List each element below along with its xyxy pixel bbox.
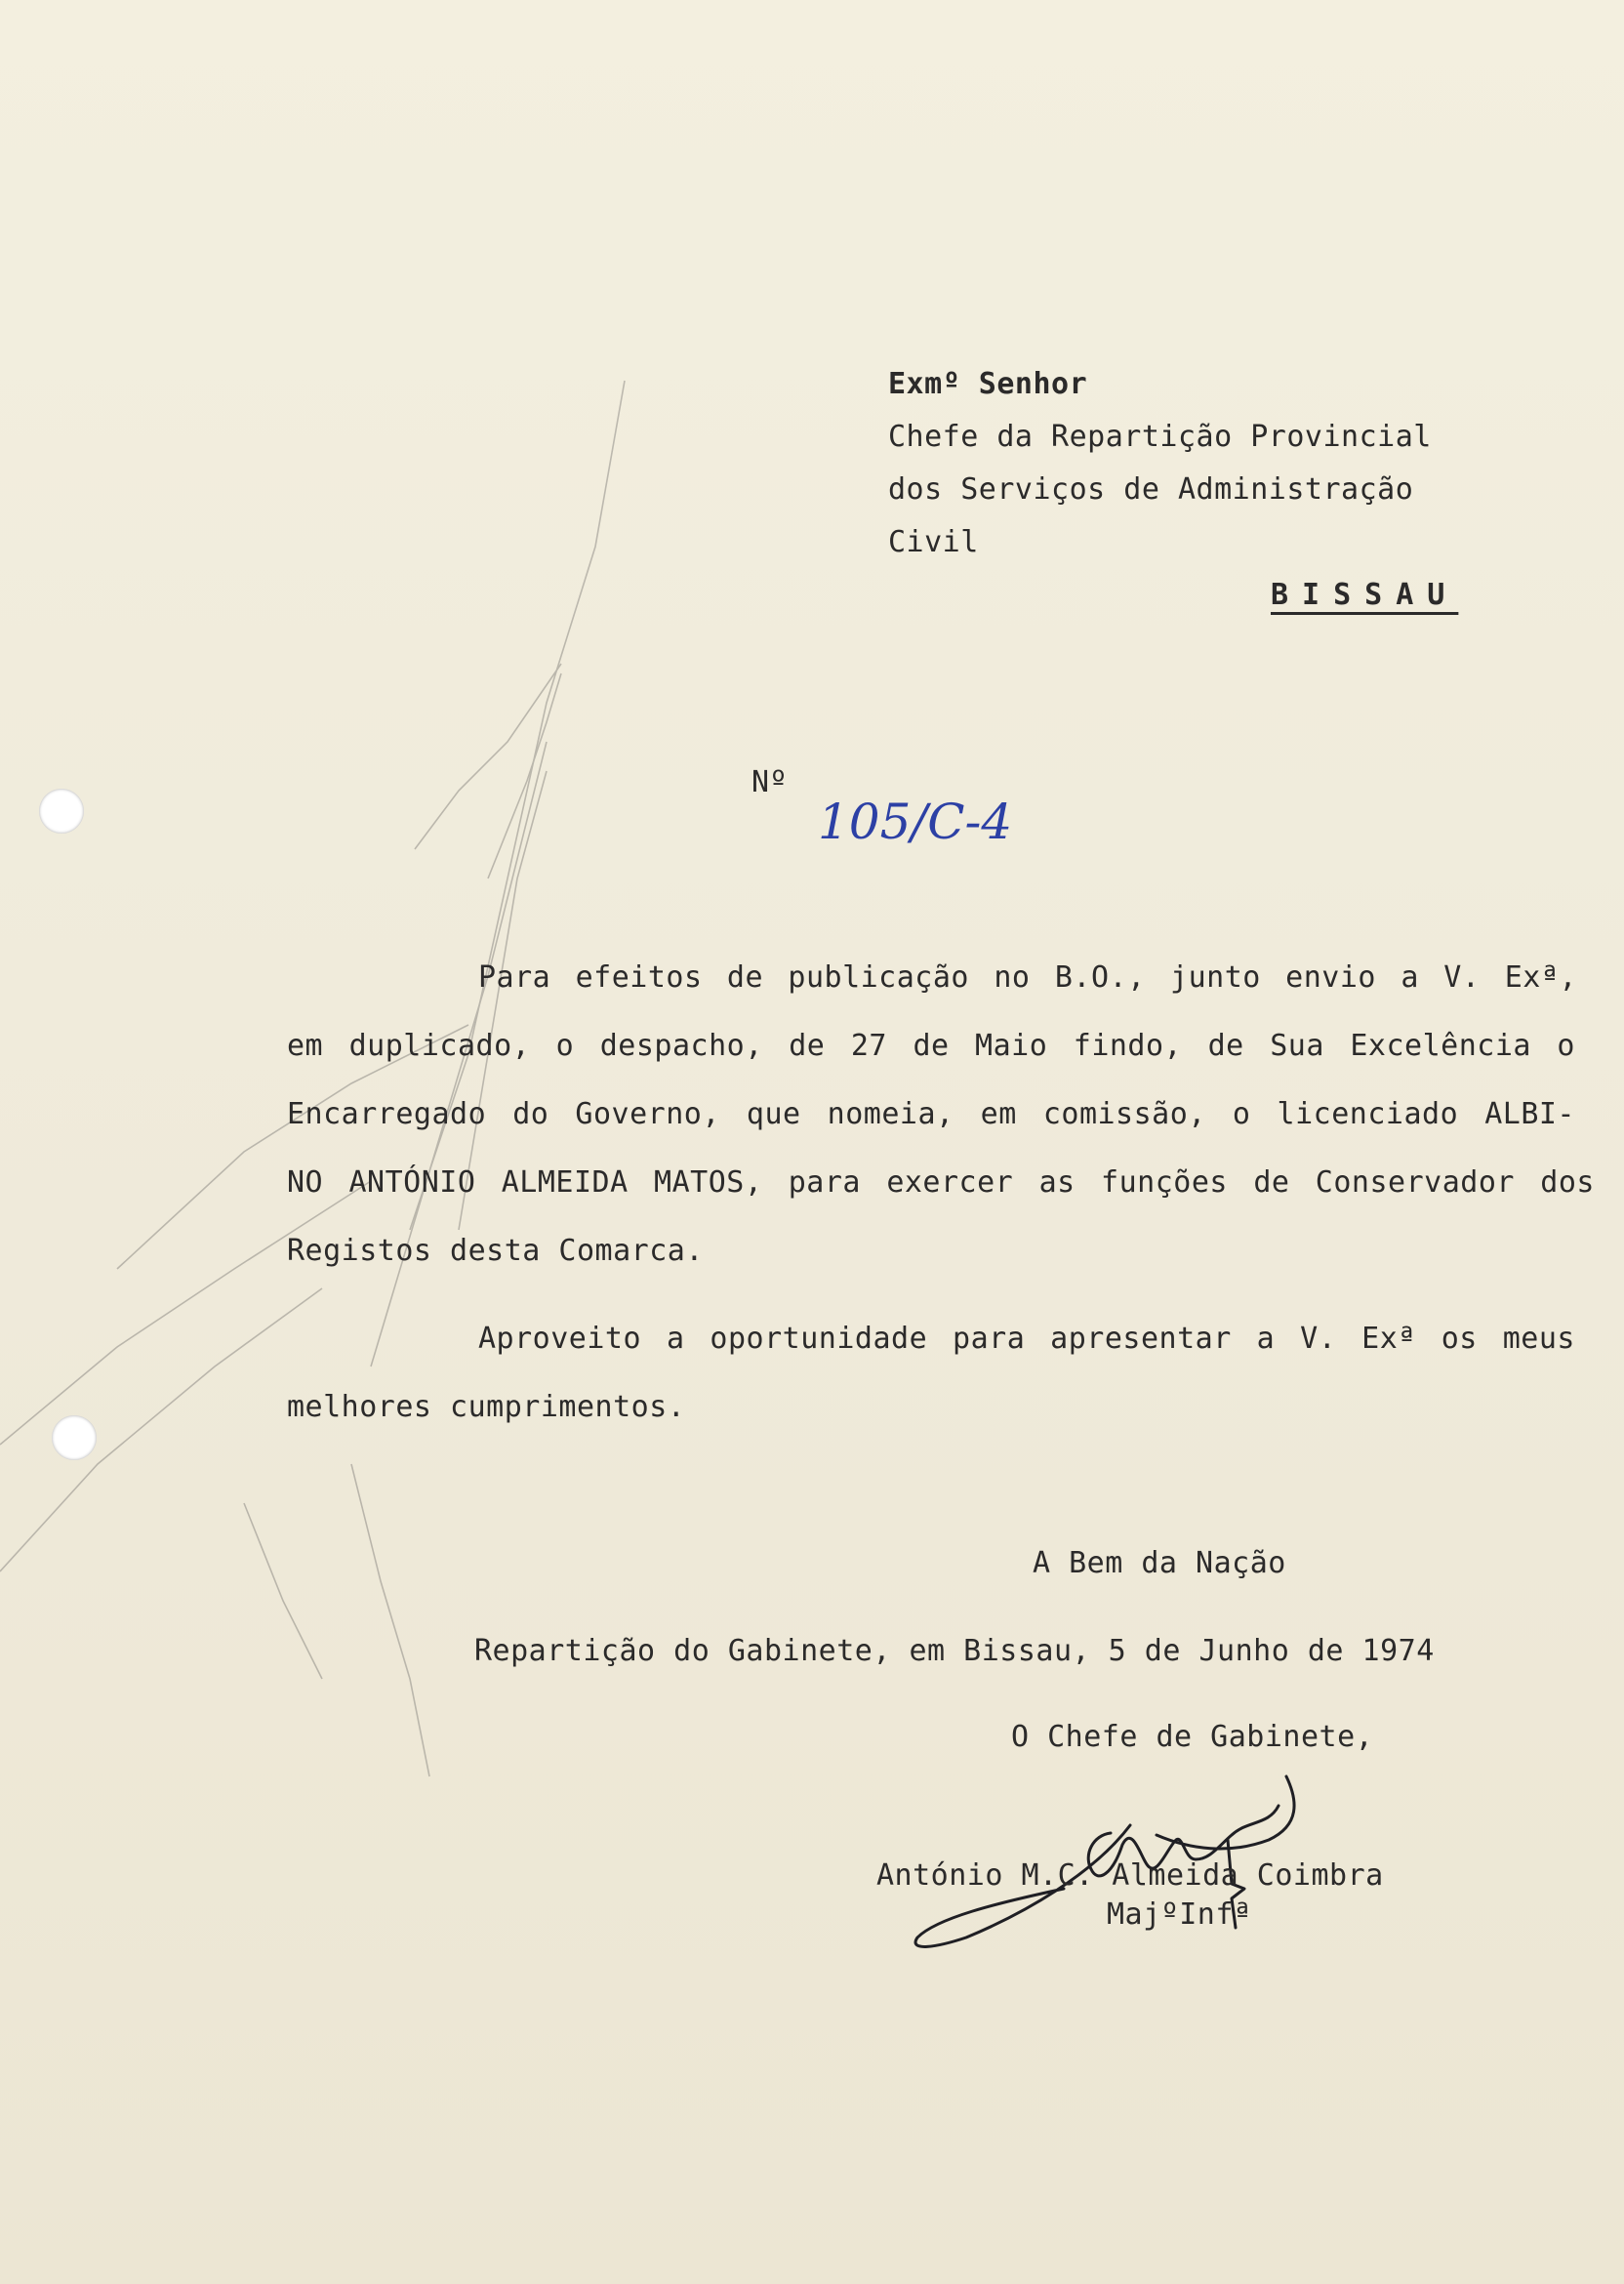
closing-role: O Chefe de Gabinete, (1011, 1720, 1374, 1754)
closing-place-date: Repartição do Gabinete, em Bissau, 5 de Junho de 1974 (474, 1634, 1435, 1668)
body-p1-line-1: Para efeitos de publicação no B.O., junto envio a V. Exª, (478, 960, 1577, 995)
body-p1-line-3: Encarregado do Governo, que nomeia, em comissão, o licenciado ALBI- (287, 1097, 1575, 1131)
signer-name: António M.C. Almeida Coimbra (876, 1858, 1384, 1893)
reference-number-handwritten: 105/C-4 (818, 794, 1013, 850)
body-p1-line-4: NO ANTÓNIO ALMEIDA MATOS, para exercer as funções de Conservador dos (287, 1165, 1595, 1200)
signer-rank: MajºInfª (1107, 1897, 1252, 1932)
addressee-line-1: Chefe da Repartição Provincial (888, 420, 1432, 454)
reference-prefix: Nº (751, 765, 789, 799)
body-p2-line-1: Aproveito a oportunidade para apresentar a V. Exª os meus (478, 1322, 1575, 1356)
body-p2-line-2: melhores cumprimentos. (287, 1390, 686, 1424)
body-p1-line-5: Registos desta Comarca. (287, 1234, 704, 1268)
closing-motto: A Bem da Nação (1033, 1546, 1286, 1580)
body-p1-line-2: em duplicado, o despacho, de 27 de Maio findo, de Sua Excelência o (287, 1029, 1575, 1063)
salutation: Exmº Senhor (888, 367, 1088, 401)
addressee-line-2: dos Serviços de Administração (888, 472, 1414, 507)
addressee-line-3: Civil (888, 525, 979, 559)
addressee-city: BISSAU (1271, 578, 1459, 612)
